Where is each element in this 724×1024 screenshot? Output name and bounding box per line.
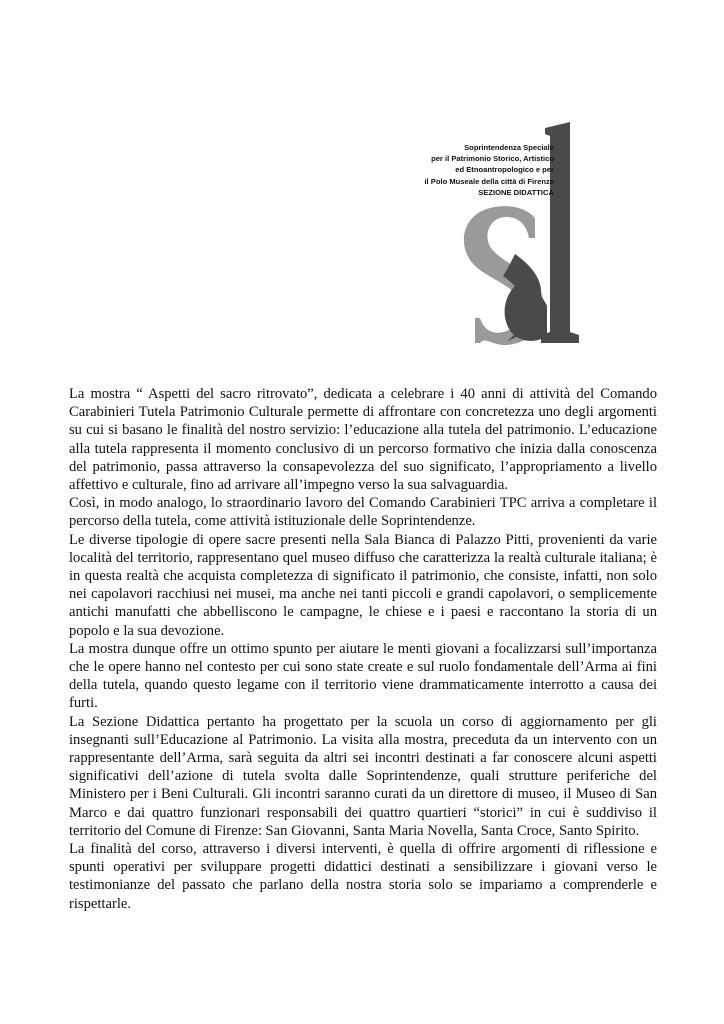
body-paragraph: Le diverse tipologie di opere sacre presenti nella Sala Bianca di Palazzo Pitti, provenienti da varie località del territorio, rappresentano quel museo diffuso che caratterizza la realtà culturale italiana; è in questa realtà che acquista completezza di significato il patrimonio, che consiste, infatti, non solo nei capolavori racchiusi nei musei, ma anche nei tanti piccoli e grandi capolavori, o semplicemente antichi manufatti che abbelliscono le campagne, le chiese e i paesi e raccontano la storia di un popolo e la sua devozione.	[69, 531, 657, 639]
body-paragraph: Così, in modo analogo, lo straordinario lavoro del Comando Carabinieri TPC arriva a completare il percorso della tutela, come attività istituzionale delle Soprintendenze.	[69, 495, 657, 530]
body-paragraph: La finalità del corso, attraverso i diversi interventi, è quella di offrire argomenti di riflessione e spunti operativi per sviluppare progetti didattici destinati a sensibilizzare i giovani verso le testimonianze del passato che parlano della nostra storia solo se impariamo a comprenderle e rispettarle.	[69, 841, 657, 912]
soprintendenza-logo	[395, 122, 610, 352]
document-body	[69, 385, 657, 913]
body-paragraph: La mostra “ Aspetti del sacro ritrovato”, dedicata a celebrare i 40 anni di attività del Comando Carabinieri Tutela Patrimonio Culturale permette di affrontare con concretezza uno degli argomenti su cui si basano le finalità del nostro servizio: l’educazione alla tutela del patrimonio. L’educazione alla tutela rappresenta il momento conclusivo di un percorso formativo che inizia dalla conoscenza del patrimonio, passa attraverso la consapevolezza del suo significato, l’appropriamento a livello affettivo e culturale, fino ad arrivare all’impegno verso la sua salvaguardia.	[69, 386, 657, 494]
body-paragraph: La Sezione Didattica pertanto ha progettato per la scuola un corso di aggiornamento per gli insegnanti sull’Educazione al Patrimonio. La visita alla mostra, preceduta da un intervento con un rappresentante dell’Arma, sarà seguita da altri sei incontri destinati a far conoscere alcuni aspetti significativi dell’azione di tutela svolta dalle Soprintendenze, quali strutture periferiche del Ministero per i Beni Culturali. Gli incontri saranno curati da un direttore di museo, il Museo di San Marco e dai quattro funzionari responsabili dei quattro quartieri “storici” in cui è suddiviso il territorio del Comune di Firenze: San Giovanni, Santa Maria Novella, Santa Croce, Santo Spirito.	[69, 713, 657, 839]
logo-line: ed Etnoantropologico e per	[455, 165, 554, 175]
logo-line: Soprintendenza Speciale	[464, 143, 554, 152]
logo-caption	[424, 142, 554, 198]
logo-line: per il Patrimonio Storico, Artistico	[431, 154, 554, 164]
logo-line: SEZIONE DIDATTICA	[478, 187, 554, 197]
body-paragraph: La mostra dunque offre un ottimo spunto per aiutare le menti giovani a focalizzarsi sull’importanza che le opere hanno nel contesto per cui sono state create e sul ruolo fondamentale dell’Arma ai fini della tutela, quando questo legame con il territorio viene drammaticamente interrotto a causa dei furti.	[69, 640, 657, 712]
logo-line: il Polo Museale della città di Firenze	[424, 176, 554, 186]
